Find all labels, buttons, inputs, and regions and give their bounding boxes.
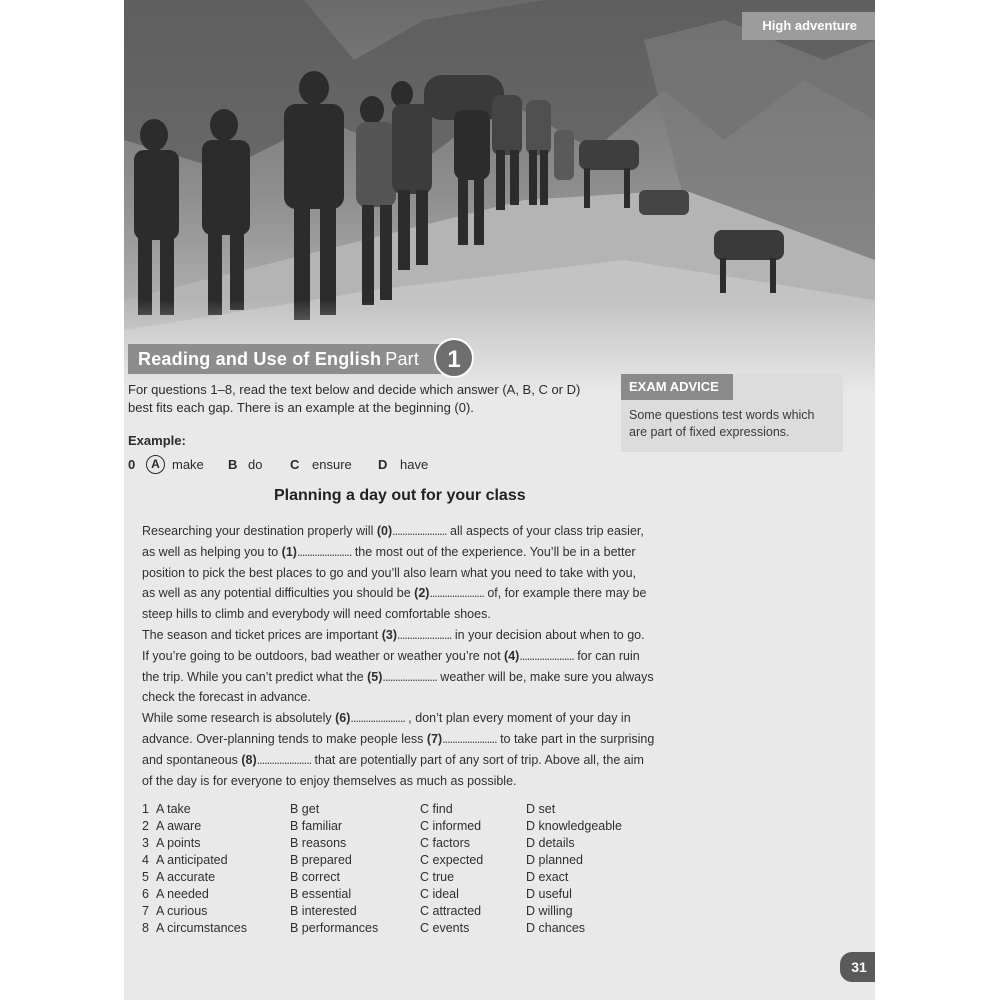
gap-blank[interactable]: ......................	[442, 731, 497, 746]
option-choice-c[interactable]: C factors	[420, 836, 471, 850]
option-choice-a[interactable]: A points	[156, 836, 201, 850]
option-row	[142, 852, 642, 869]
option-choice-b[interactable]: B performances	[290, 921, 379, 935]
gap-blank[interactable]: ......................	[397, 627, 452, 642]
example-option-a: make	[172, 457, 204, 472]
passage-text-segment: weather will be, make sure you always	[436, 669, 654, 684]
passage-line	[142, 708, 682, 729]
passage-text-segment: , don’t plan every moment of your day in	[404, 711, 631, 726]
option-choice-b[interactable]: B correct	[290, 870, 341, 884]
passage-text-segment: in your decision about when to go.	[451, 627, 645, 642]
option-choice-d[interactable]: D details	[526, 836, 575, 850]
example-letter-b: B	[228, 457, 238, 472]
gap-number: (7)	[426, 731, 443, 746]
passage-text-segment: for can ruin	[573, 648, 640, 663]
option-choice-b[interactable]: B interested	[290, 904, 357, 918]
passage-text-segment: of the day is for everyone to enjoy themselves as much as possible.	[142, 773, 517, 788]
example-option-d: have	[400, 457, 429, 472]
example-number: 0	[128, 457, 136, 472]
gap-number: (5)	[367, 669, 383, 684]
textbook-page	[124, 0, 875, 1000]
gap-blank[interactable]: ......................	[350, 711, 405, 726]
option-choice-a[interactable]: A needed	[156, 887, 209, 901]
option-number: 1	[142, 802, 149, 816]
option-choice-a[interactable]: A anticipated	[156, 853, 228, 867]
passage-text-segment: position to pick the best places to go and you’ll also learn what you need to take with you,	[142, 565, 637, 580]
passage-text	[142, 521, 682, 791]
exam-advice-box	[621, 374, 843, 452]
option-choice-d[interactable]: D set	[526, 802, 556, 816]
exam-advice-text: Some questions test words which are part of fixed expressions.	[629, 408, 815, 439]
option-choice-b[interactable]: B familiar	[290, 819, 343, 833]
example-letter-d: D	[378, 457, 388, 472]
option-choice-d[interactable]: D useful	[526, 887, 572, 901]
passage-text-segment: of, for example there may be	[483, 586, 647, 601]
option-choice-a[interactable]: A circumstances	[156, 921, 248, 935]
gap-number: (8)	[241, 752, 257, 767]
passage-text-segment: The season and ticket prices are important	[142, 627, 382, 642]
option-choice-c[interactable]: C true	[420, 870, 455, 884]
option-row	[142, 835, 642, 852]
passage-text-segment: check the forecast in advance.	[142, 690, 311, 705]
passage-line	[142, 750, 682, 771]
option-choice-a[interactable]: A accurate	[156, 870, 216, 884]
passage-text-segment: and spontaneous	[142, 752, 242, 767]
part-number-badge: 1	[434, 338, 474, 378]
passage-line	[142, 521, 682, 542]
example-option-c: ensure	[312, 457, 352, 472]
option-choice-d[interactable]: D willing	[526, 904, 573, 918]
option-number: 5	[142, 870, 149, 884]
passage-text-segment: advance. Over-planning tends to make people less	[142, 731, 427, 746]
option-choice-a[interactable]: A curious	[156, 904, 208, 918]
option-number: 3	[142, 836, 149, 850]
option-choice-c[interactable]: C informed	[420, 819, 482, 833]
gap-blank[interactable]: ......................	[429, 586, 484, 601]
option-choice-a[interactable]: A take	[156, 802, 191, 816]
page-number: 31	[840, 952, 875, 982]
passage-line	[142, 667, 682, 688]
hikers-photo	[124, 0, 875, 395]
answer-options	[142, 801, 642, 937]
passage-text-segment: steep hills to climb and everybody will need comfortable shoes.	[142, 607, 491, 622]
part-title: Reading and Use of English	[138, 349, 382, 369]
passage-text-segment: as well as helping you to	[142, 544, 282, 559]
gap-number: (4)	[504, 648, 520, 663]
passage-text-segment: While some research is absolutely	[142, 711, 336, 726]
passage-text-segment: that are potentially part of any sort of trip. Above all, the aim	[311, 752, 644, 767]
gap-number: (6)	[335, 711, 351, 726]
passage-text-segment: as well as any potential difficulties you should be	[142, 586, 415, 601]
passage-text-segment: all aspects of your class trip easier,	[446, 524, 644, 538]
option-choice-d[interactable]: D knowledgeable	[526, 819, 622, 833]
gap-number: (1)	[281, 544, 297, 559]
passage-text-segment: the most out of the experience. You’ll be in a better	[351, 544, 636, 559]
option-choice-d[interactable]: D exact	[526, 870, 569, 884]
gap-blank[interactable]: ......................	[519, 648, 574, 663]
example-letter-c: C	[290, 457, 300, 472]
option-choice-d[interactable]: D chances	[526, 921, 586, 935]
option-number: 8	[142, 921, 149, 935]
passage-line	[142, 583, 682, 604]
option-row	[142, 903, 642, 920]
passage-line	[142, 625, 682, 646]
passage-text-segment: Researching your destination properly will	[142, 524, 377, 538]
gap-number: (3)	[381, 627, 397, 642]
passage-line	[142, 563, 682, 584]
option-choice-b[interactable]: B get	[290, 802, 320, 816]
example-option-b: do	[248, 457, 263, 472]
task-instructions: For questions 1–8, read the text below and decide which answer (A, B, C or D) best fits each gap. There is an example at the beginning (0).	[128, 382, 581, 415]
option-number: 4	[142, 853, 149, 867]
passage-line	[142, 771, 682, 792]
passage-text-segment: the trip. While you can’t predict what the	[142, 669, 368, 684]
option-number: 2	[142, 819, 149, 833]
option-choice-b[interactable]: B reasons	[290, 836, 347, 850]
photo-icon	[124, 0, 875, 395]
passage-line	[142, 542, 682, 563]
passage-line	[142, 646, 682, 667]
gap-blank[interactable]: ......................	[382, 669, 437, 684]
passage-title: Planning a day out for your class	[274, 487, 526, 504]
option-row	[142, 869, 642, 886]
part-banner	[128, 344, 459, 374]
option-row	[142, 886, 642, 903]
option-choice-d[interactable]: D planned	[526, 853, 583, 867]
passage-text-segment: to take part in the surprising	[496, 731, 655, 746]
option-choice-b[interactable]: B prepared	[290, 853, 352, 867]
example-label: Example:	[128, 433, 186, 448]
option-choice-c[interactable]: C ideal	[420, 887, 459, 901]
option-choice-c[interactable]: C attracted	[420, 904, 482, 918]
gap-blank[interactable]: ......................	[256, 752, 312, 767]
example-answer-circle: A	[146, 455, 165, 474]
passage-text-segment: If you’re going to be outdoors, bad weather or weather you’re not	[142, 648, 505, 663]
passage-line	[142, 729, 682, 750]
option-choice-c[interactable]: C events	[420, 921, 470, 935]
gap-number: (0)	[376, 524, 393, 538]
option-choice-c[interactable]: C expected	[420, 853, 484, 867]
option-row	[142, 801, 642, 818]
option-row	[142, 818, 642, 835]
option-choice-a[interactable]: A aware	[156, 819, 202, 833]
option-number: 7	[142, 904, 149, 918]
passage-line	[142, 687, 682, 708]
part-word: Part	[385, 349, 420, 369]
gap-number: (2)	[414, 586, 430, 601]
section-tag: High adventure	[742, 12, 875, 40]
option-number: 6	[142, 887, 149, 901]
option-row	[142, 920, 642, 937]
exam-advice-heading: EXAM ADVICE	[621, 374, 733, 400]
gap-blank[interactable]: ......................	[296, 544, 352, 559]
gap-blank[interactable]: ......................	[392, 524, 447, 538]
passage-line	[142, 604, 682, 625]
option-choice-c[interactable]: C find	[420, 802, 453, 816]
option-choice-b[interactable]: B essential	[290, 887, 352, 901]
